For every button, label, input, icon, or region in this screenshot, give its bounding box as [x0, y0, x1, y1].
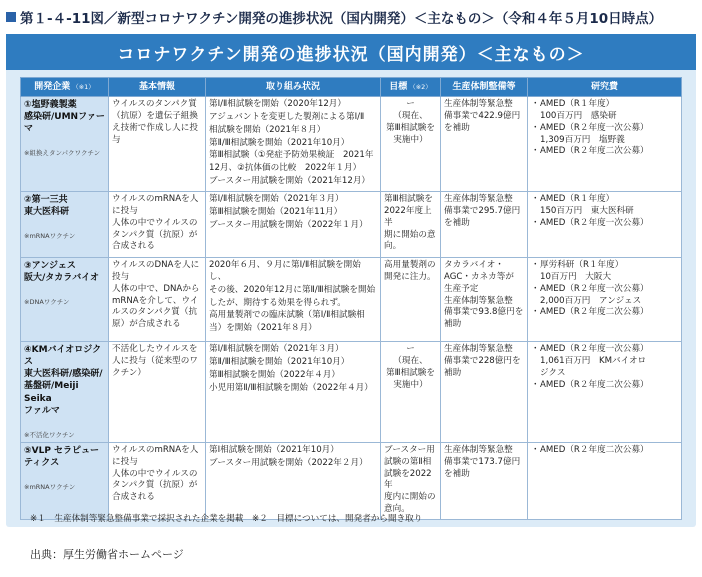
- table-row: [21, 442, 682, 519]
- funding-item: [531, 218, 678, 230]
- funding-text: [540, 260, 623, 284]
- funding-line: 厚労科研（R１年度）: [540, 260, 624, 270]
- goal-cell: [381, 97, 441, 192]
- funding-line: 1,309百万円 塩野義: [540, 134, 625, 145]
- funding-line: AMED（R２年度一次公募）: [540, 344, 649, 354]
- production-line: 生産体制等緊急整: [444, 295, 513, 306]
- status-line: したが、期待する効果を得られず。: [209, 297, 346, 308]
- funding-cell: [528, 97, 682, 192]
- vaccine-type: ※DNAワクチン: [24, 298, 70, 307]
- company-name-line: ⑤VLP セラピュー: [24, 445, 100, 456]
- vaccine-type: ※mRNAワクチン: [24, 483, 76, 492]
- funding-item: [531, 194, 678, 218]
- goal-line: 試験の第Ⅱ相: [384, 456, 432, 467]
- column-header: [441, 78, 528, 97]
- funding-cell: [528, 442, 682, 519]
- basic-info-line: 人体の中で、DNAから: [112, 283, 200, 294]
- bullet-icon: ・: [531, 307, 540, 318]
- bullet-icon: ・: [531, 146, 540, 157]
- goal-line: 開発に注力。: [384, 271, 436, 282]
- production-line: 備事業で422.9億円: [444, 110, 521, 121]
- status-line: 第Ⅰ相試験を開始（2021年10月）: [209, 444, 339, 455]
- production-line: 備事業で228億円を: [444, 355, 521, 366]
- funding-line: AMED（R２年度二次公募）: [540, 307, 649, 318]
- basic-info-line: 人体の中でウイルスの: [112, 217, 198, 228]
- company-cell: [21, 97, 109, 192]
- table-row: [21, 192, 682, 258]
- table-row: [21, 342, 682, 443]
- company-name-line: ③アンジェス: [24, 261, 76, 271]
- funding-text: [540, 99, 617, 123]
- column-header: [528, 78, 682, 97]
- column-header: [21, 78, 109, 97]
- status-line: ブースター用試験を開始（2021年12月）: [209, 176, 371, 187]
- goal-line: 第Ⅲ相試験を: [386, 367, 435, 378]
- basic-info-cell: [109, 342, 206, 443]
- funding-text: [540, 146, 649, 158]
- production-line: 生産予定: [444, 283, 479, 294]
- column-header: [206, 78, 381, 97]
- funding-text: [540, 194, 634, 218]
- goal-line: ー: [406, 99, 415, 109]
- production-line: 備事業で295.7億円: [444, 205, 521, 216]
- bullet-icon: ・: [531, 260, 540, 270]
- company-name-line: 東大医科研: [24, 207, 70, 218]
- status-line: 相試験を開始（2021年８月）: [209, 124, 326, 135]
- production-cell: [441, 97, 528, 192]
- production-cell: [441, 442, 528, 519]
- funding-item: [531, 260, 678, 284]
- funding-cell: [528, 342, 682, 443]
- company-name-line: 阪大/タカラバイオ: [24, 273, 100, 284]
- company-name: [24, 260, 105, 284]
- column-header-note: （※2）: [409, 82, 432, 91]
- status-cell: [206, 258, 381, 342]
- basic-info-line: ウイルスのタンパク質: [112, 99, 197, 109]
- production-line: 生産体制等緊急整: [444, 99, 513, 109]
- status-line: 第Ⅲ相試験を開始（2022年４月）: [209, 369, 340, 380]
- production-line: を補助: [444, 468, 470, 479]
- production-line: タカラバイオ・: [444, 260, 504, 270]
- source-note: 出典：厚生労働省ホームページ: [30, 548, 184, 561]
- funding-item: [531, 146, 678, 158]
- production-line: 補助: [444, 319, 462, 330]
- company-cell: [21, 342, 109, 443]
- production-cell: [441, 192, 528, 258]
- status-line: 第Ⅱ/Ⅲ相試験を開始（2021年10月）: [209, 137, 350, 148]
- goal-line: ブースター用: [384, 444, 435, 455]
- basic-info-line: え技術で作成し人に投: [112, 122, 198, 133]
- basic-info-line: に投与: [112, 456, 138, 467]
- status-line: 第Ⅲ相試験を開始（2021年11月）: [209, 206, 343, 217]
- funding-item: [531, 284, 678, 308]
- basic-info-cell: [109, 192, 206, 258]
- funding-item: [531, 99, 678, 123]
- company-name-line: 感染研/UMNファー: [24, 112, 105, 123]
- goal-line: 第Ⅲ相試験を: [386, 122, 435, 133]
- company-name-line: マ: [24, 124, 34, 135]
- funding-line: AMED（R１年度）: [540, 99, 615, 109]
- production-line: 備事業で93.8億円を: [444, 307, 524, 318]
- goal-line: 期に開始の意: [384, 229, 436, 240]
- column-header-label: 取り組み状況: [265, 81, 320, 92]
- production-line: 生産体制等緊急整: [444, 344, 513, 354]
- basic-info-line: ルスのタンパク質（抗: [112, 307, 198, 318]
- table-header-row: [21, 78, 682, 97]
- production-line: 生産体制等緊急整: [444, 194, 513, 204]
- table-row: [21, 97, 682, 192]
- status-line: 第Ⅰ/Ⅱ相試験を開始（2021年３月）: [209, 344, 344, 354]
- production-line: 補助: [444, 367, 462, 378]
- funding-text: [540, 344, 649, 380]
- production-cell: [441, 342, 528, 443]
- bullet-icon: ・: [531, 217, 540, 228]
- basic-info-cell: [109, 442, 206, 519]
- title-square-icon: [6, 12, 16, 22]
- production-line: を補助: [444, 122, 470, 133]
- figure-title: [6, 6, 662, 28]
- company-cell: [21, 192, 109, 258]
- funding-line: AMED（R２年度一次公募）: [540, 283, 649, 294]
- basic-info-line: mRNAを介して、ウイ: [112, 295, 199, 306]
- funding-item: [531, 344, 678, 380]
- goal-line: 意向。: [384, 504, 410, 515]
- basic-info-line: タンパク質（抗原）が: [112, 229, 198, 240]
- basic-info-line: クチン）: [112, 367, 146, 378]
- bullet-icon: ・: [531, 99, 540, 109]
- goal-line: 実施中）: [393, 134, 428, 145]
- funding-cell: [528, 258, 682, 342]
- goal-cell: [381, 342, 441, 443]
- bullet-icon: ・: [531, 194, 540, 204]
- basic-info-line: 人に投与（従来型のワ: [112, 355, 198, 366]
- basic-info-line: ウイルスのmRNAを人: [112, 444, 199, 455]
- basic-info-line: 投与: [112, 271, 130, 282]
- funding-item: [531, 123, 678, 147]
- status-line: 第Ⅰ/Ⅱ相試験を開始（2021年３月）: [209, 194, 344, 204]
- production-line: 備事業で173.7億円: [444, 456, 521, 467]
- funding-line: 10百万円 大阪大: [540, 271, 612, 282]
- goal-line: 試験を2022年: [384, 468, 432, 491]
- goal-line: 2022年度上半: [384, 205, 432, 228]
- basic-info-line: ウイルスのDNAを人に: [112, 260, 200, 270]
- funding-text: [540, 445, 649, 457]
- funding-line: AMED（R２年度二次公募）: [540, 146, 649, 157]
- bullet-icon: ・: [531, 283, 540, 294]
- status-line: ブースター用試験を開始（2022年１月）: [209, 219, 368, 230]
- funding-item: [531, 307, 678, 319]
- goal-line: 度内に開始の: [384, 492, 436, 503]
- production-line: を補助: [444, 217, 470, 228]
- funding-line: AMED（R２年度二次公募）: [540, 379, 649, 390]
- column-header-label: 研究費: [590, 81, 618, 92]
- status-line: 第Ⅰ/Ⅱ相試験を開始（2020年12月）: [209, 99, 346, 109]
- column-header-note: （※1）: [72, 82, 95, 91]
- status-line: 12月、②抗体価の比較 2022年１月）: [209, 163, 362, 174]
- basic-info-line: 人体の中でウイルスの: [112, 468, 198, 479]
- status-line: 第Ⅱ/Ⅲ相試験を開始（2021年10月）: [209, 356, 350, 367]
- goal-line: （現在、: [393, 355, 428, 366]
- footnote: ※１ 生産体制等緊急整備事業で採択された企業を掲載 ※２ 目標については、開発者から聞き取り: [30, 514, 423, 524]
- goal-line: 実施中）: [393, 379, 428, 390]
- goal-line: ー: [406, 344, 415, 354]
- funding-text: [540, 123, 649, 147]
- goal-line: 向。: [384, 241, 402, 252]
- funding-line: 150百万円 東大医科研: [540, 205, 634, 216]
- funding-line: 1,061百万円 KMバイオロ: [540, 355, 647, 366]
- funding-text: [540, 307, 649, 319]
- status-line: 2020年６月、９月に第Ⅰ/Ⅱ相試験を開始し、: [209, 260, 361, 282]
- status-cell: [206, 342, 381, 443]
- column-header-label: 開発企業: [34, 81, 71, 92]
- company-cell: [21, 442, 109, 519]
- company-name: [24, 445, 105, 469]
- table-row: [21, 258, 682, 342]
- goal-line: 第Ⅲ相試験を: [384, 194, 433, 204]
- vaccine-type: ※不活化ワクチン: [24, 430, 75, 439]
- column-header: [381, 78, 441, 97]
- funding-line: AMED（R１年度）: [540, 194, 615, 204]
- company-name-line: 東大医科研/感染研/: [24, 369, 103, 380]
- company-name: [24, 194, 105, 218]
- funding-cell: [528, 192, 682, 258]
- column-header: [109, 78, 206, 97]
- column-header-label: 生産体制整備等: [452, 81, 516, 92]
- company-name-line: ①塩野義製薬: [24, 100, 77, 110]
- company-cell: [21, 258, 109, 342]
- status-cell: [206, 192, 381, 258]
- goal-line: 高用量製剤の: [384, 260, 436, 270]
- basic-info-line: タンパク質（抗原）が: [112, 480, 198, 491]
- basic-info-line: に投与: [112, 205, 138, 216]
- bullet-icon: ・: [531, 344, 540, 354]
- vaccine-type: ※組換えタンパクワクチン: [24, 149, 101, 158]
- basic-info-line: 不活化したウイルスを: [112, 344, 198, 354]
- column-header-label: 基本情報: [138, 81, 175, 92]
- funding-item: [531, 445, 678, 457]
- company-name-line: ②第一三共: [24, 195, 68, 205]
- funding-text: [540, 284, 649, 308]
- funding-line: 100百万円 感染研: [540, 110, 617, 121]
- status-line: 当）を開始（2021年８月）: [209, 323, 317, 334]
- vaccine-progress-table: [20, 77, 682, 520]
- status-line: 小児用第Ⅱ/Ⅲ相試験を開始（2022年４月）: [209, 382, 373, 393]
- bullet-icon: ・: [531, 444, 540, 455]
- banner-title: コロナワクチン開発の進捗状況（国内開発）＜主なもの＞: [6, 34, 696, 70]
- goal-cell: [381, 442, 441, 519]
- production-line: 生産体制等緊急整: [444, 444, 513, 455]
- company-name-line: 基盤研/Meiji Seika: [24, 381, 79, 404]
- funding-line: ジクス: [540, 367, 566, 378]
- status-line: ブースター用試験を開始（2022年２月）: [209, 457, 368, 468]
- funding-text: [540, 380, 649, 392]
- status-line: 高用量製剤での臨床試験（第Ⅰ/Ⅱ相試験相: [209, 310, 365, 321]
- bullet-icon: ・: [531, 379, 540, 390]
- funding-item: [531, 380, 678, 392]
- vaccine-type: ※mRNAワクチン: [24, 232, 76, 241]
- funding-line: 2,000百万円 アンジェス: [540, 295, 642, 306]
- table-body: [21, 97, 682, 520]
- company-name: [24, 99, 105, 135]
- figure-title-text: 第１-４-11図／新型コロナワクチン開発の進捗状況（国内開発）＜主なもの＞（令和４年５月10日時点）: [20, 11, 663, 27]
- basic-info-line: 合成される: [112, 492, 155, 503]
- funding-line: AMED（R２年度二次公募）: [540, 444, 649, 455]
- production-line: AGC・カネカ等が: [444, 271, 514, 282]
- funding-line: AMED（R２年度一次公募）: [540, 122, 649, 133]
- company-name-line: ファルマ: [24, 405, 60, 416]
- goal-cell: [381, 192, 441, 258]
- status-line: アジュバントを変更した製剤による第Ⅰ/Ⅱ: [209, 111, 365, 122]
- bullet-icon: ・: [531, 122, 540, 133]
- basic-info-line: ウイルスのmRNAを人: [112, 194, 199, 204]
- basic-info-line: 原）が合成される: [112, 319, 181, 330]
- basic-info-line: 与: [112, 134, 121, 145]
- funding-text: [540, 218, 649, 230]
- company-name-line: ④KMバイオロジクス: [24, 345, 102, 368]
- basic-info-cell: [109, 258, 206, 342]
- company-name-line: ティクス: [24, 457, 60, 468]
- company-name: [24, 344, 105, 417]
- funding-line: AMED（R２年度一次公募）: [540, 217, 649, 228]
- status-cell: [206, 442, 381, 519]
- basic-info-cell: [109, 97, 206, 192]
- status-line: その後、2020年12月に第Ⅱ/Ⅲ相試験を開始: [209, 284, 376, 295]
- column-header-label: 目標: [389, 81, 408, 92]
- production-cell: [441, 258, 528, 342]
- basic-info-line: 合成される: [112, 241, 155, 252]
- status-line: 第Ⅲ相試験（①発症予防効果検証 2021年: [209, 150, 374, 161]
- status-cell: [206, 97, 381, 192]
- goal-cell: [381, 258, 441, 342]
- basic-info-line: （抗原）を遺伝子組換: [112, 110, 198, 121]
- goal-line: （現在、: [393, 110, 428, 121]
